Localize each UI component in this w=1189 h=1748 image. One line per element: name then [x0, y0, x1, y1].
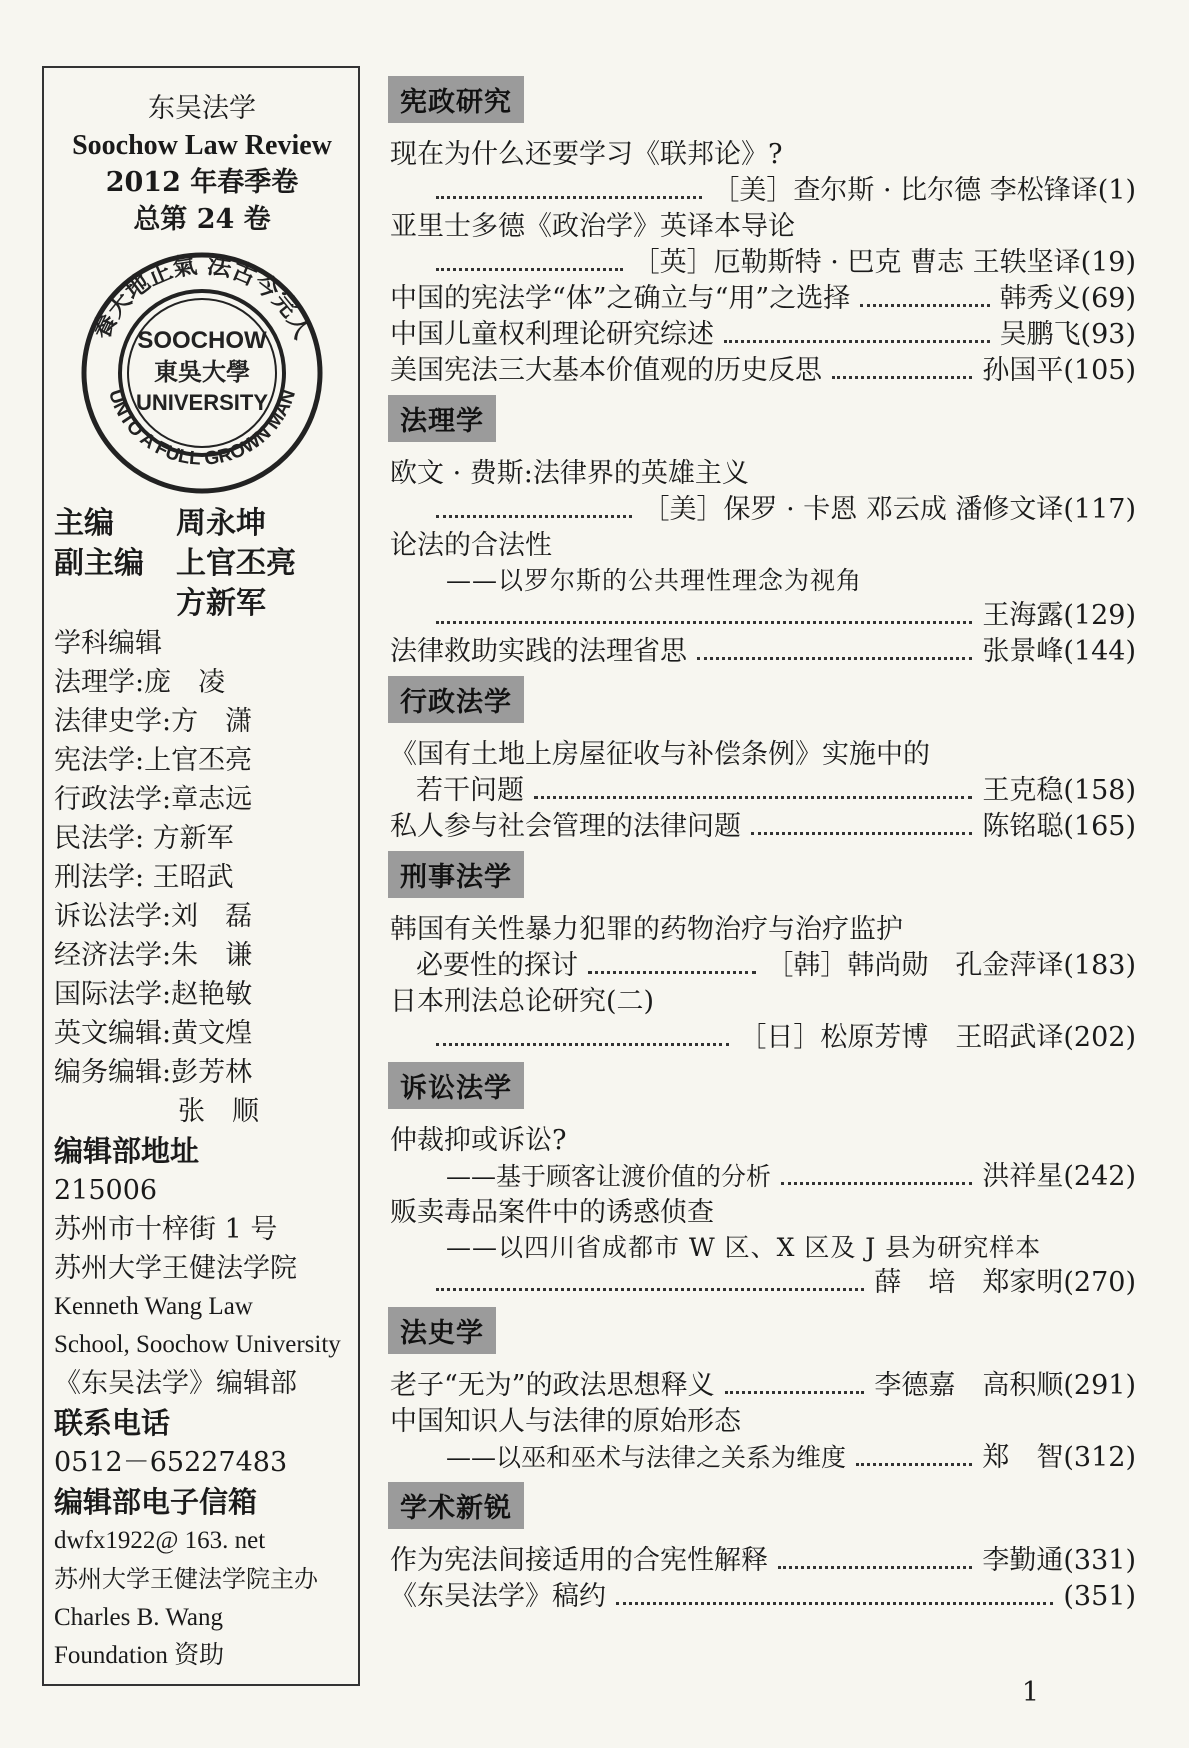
subject-editor: 法律史学:方 潇 — [54, 706, 253, 737]
section-head-criminal: 刑事法学 — [388, 851, 524, 898]
subject-editor: 行政法学:章志远 — [54, 784, 253, 815]
table-of-contents — [376, 70, 1136, 1615]
masthead-box — [42, 66, 360, 1686]
phone-label: 联系电话 — [54, 1406, 171, 1440]
chief-editor-role: 主编 — [54, 506, 114, 541]
toc-entry-line — [376, 173, 1136, 209]
toc-entry-author: 王克稳(158) — [982, 775, 1136, 806]
foundation-line-2: Foundation 资助 — [54, 1642, 225, 1669]
subject-editor: 民法学: 方新军 — [54, 823, 234, 854]
toc-entry-subtitle: ——基于顾客让渡价值的分析 — [446, 1162, 772, 1191]
sponsor-line: 苏州大学王健法学院主办 — [54, 1565, 318, 1593]
postal-code: 215006 — [54, 1175, 158, 1206]
toc-entry-author: 吴鹏飞(93) — [999, 319, 1136, 350]
editorial-dept: 《东吴法学》编辑部 — [54, 1368, 297, 1399]
section-head-administrative: 行政法学 — [388, 676, 524, 723]
phone-number: 0512－65227483 — [54, 1447, 288, 1478]
toc-entry-line — [376, 1020, 1136, 1056]
toc-entry-author: 韩秀义(69) — [999, 283, 1136, 314]
toc-entry-title: 欧文 · 费斯:法律界的英雄主义 — [390, 458, 749, 489]
toc-entry-author: 张景峰(144) — [982, 636, 1136, 667]
toc-entry-title: 仲裁抑或诉讼? — [390, 1125, 567, 1156]
deputy-editor-name-2: 方新军 — [176, 586, 266, 621]
toc-entry-line — [376, 317, 1136, 353]
toc-entry-author: (351) — [1063, 1581, 1136, 1612]
toc-entry-line — [376, 281, 1136, 317]
seal-center-cn: 東吳大學 — [154, 357, 250, 386]
toc-entry-title: 法律救助实践的法理省思 — [390, 636, 687, 667]
subject-editor: 宪法学:上官丕亮 — [54, 745, 253, 776]
toc-entry-subtitle: ——以巫和巫术与法律之关系为维度 — [446, 1443, 847, 1472]
toc-entry-line — [376, 1265, 1136, 1301]
toc-entry-title: 中国的宪法学“体”之确立与“用”之选择 — [390, 283, 851, 314]
toc-entry-title: 现在为什么还要学习《联邦论》? — [390, 139, 783, 170]
school-name: 苏州大学王健法学院 — [54, 1253, 297, 1284]
chief-editor-name: 周永坤 — [176, 506, 266, 541]
toc-entry-title: 中国儿童权利理论研究综述 — [390, 319, 714, 350]
school-name-en-2: School, Soochow University — [54, 1331, 341, 1358]
toc-entry-line — [376, 634, 1136, 670]
toc-entry-author: ［美］保罗 · 卡恩 邓云成 潘修文译(117) — [642, 494, 1136, 525]
subject-editor: 法理学:庞 凌 — [54, 667, 226, 698]
toc-entry-line — [376, 948, 1136, 984]
subject-editor: 国际法学:赵艳敏 — [54, 979, 253, 1010]
toc-entry-title-cont: 必要性的探讨 — [416, 950, 578, 981]
toc-entry-title: 作为宪法间接适用的合宪性解释 — [390, 1545, 768, 1576]
section-head-legal-history: 法史学 — [388, 1307, 496, 1354]
toc-entry-title: 亚里士多德《政治学》英译本导论 — [390, 211, 795, 242]
toc-entry-author: ［英］厄勒斯特 · 巴克 曹志 王轶坚译(19) — [632, 247, 1136, 278]
toc-entry-line — [376, 492, 1136, 528]
toc-entry-line — [376, 1368, 1136, 1404]
subject-editor: 刑法学: 王昭武 — [54, 862, 234, 893]
toc-entry-line — [376, 773, 1136, 809]
street-address: 苏州市十梓街 1 号 — [54, 1214, 278, 1245]
toc-entry-author: 李勤通(331) — [982, 1545, 1136, 1576]
chief-editor-row — [54, 504, 350, 544]
masthead-header — [54, 90, 350, 238]
address-label: 编辑部地址 — [54, 1134, 200, 1168]
deputy-editor-role: 副主编 — [54, 546, 144, 581]
volume-year: 2012 年春季卷 — [105, 167, 299, 198]
toc-entry-author: 郑 智(312) — [982, 1442, 1136, 1473]
toc-entry-title-cont: 若干问题 — [416, 775, 524, 806]
toc-entry-author: ［日］松原芳博 王昭武译(202) — [739, 1022, 1136, 1053]
toc-entry-author: ［美］查尔斯 · 比尔德 李松锋译(1) — [712, 175, 1136, 206]
toc-entry-line — [376, 1543, 1136, 1579]
toc-entry-line — [376, 1159, 1136, 1195]
toc-entry-line — [376, 245, 1136, 281]
subject-editor: 编务编辑:彭芳林 — [54, 1057, 253, 1088]
toc-entry-author: 王海露(129) — [982, 600, 1136, 631]
foundation-line-1: Charles B. Wang — [54, 1604, 224, 1631]
toc-entry-title: 日本刑法总论研究(二) — [390, 986, 655, 1017]
seal-center-en-2: UNIVERSITY — [135, 390, 269, 415]
section-head-constitutional: 宪政研究 — [388, 76, 524, 123]
toc-entry-title: 老子“无为”的政法思想释义 — [390, 1370, 715, 1401]
section-head-procedural: 诉讼法学 — [388, 1062, 524, 1109]
toc-entry-line — [376, 1440, 1136, 1476]
deputy-editor-name-1: 上官丕亮 — [176, 546, 296, 581]
toc-entry-title: 韩国有关性暴力犯罪的药物治疗与治疗监护 — [390, 914, 903, 945]
toc-entry-author: 洪祥星(242) — [982, 1161, 1136, 1192]
email-address: dwfx1922@ 163. net — [54, 1527, 266, 1554]
toc-entry-line — [376, 809, 1136, 845]
toc-entry-line — [376, 353, 1136, 389]
toc-entry-line — [376, 598, 1136, 634]
toc-entry-author: 孙国平(105) — [982, 355, 1136, 386]
toc-entry-title: 论法的合法性 — [390, 530, 552, 561]
extra-editor: 张 顺 — [178, 1096, 259, 1127]
toc-entry-author: 陈铭聪(165) — [982, 811, 1136, 842]
toc-entry-subtitle: ——以四川省成都市 W 区、X 区及 J 县为研究样本 — [446, 1233, 1042, 1262]
university-seal-icon — [72, 248, 332, 498]
section-head-jurisprudence: 法理学 — [388, 395, 496, 442]
toc-entry-title: 中国知识人与法律的原始形态 — [390, 1406, 741, 1437]
school-name-en-1: Kenneth Wang Law — [54, 1293, 253, 1320]
deputy-editor-row-2 — [54, 584, 350, 624]
seal-ring-text: UNTO A FULL GROWN MAN — [103, 387, 301, 470]
subject-editors-label: 学科编辑 — [54, 628, 162, 659]
seal-center-en-1: SOOCHOW — [137, 327, 267, 354]
journal-name-cn: 东吴法学 — [148, 93, 256, 124]
toc-entry-title: 《国有土地上房屋征收与补偿条例》实施中的 — [390, 739, 930, 770]
toc-entry-title: 《东吴法学》稿约 — [390, 1581, 606, 1612]
subject-editor: 诉讼法学:刘 磊 — [54, 901, 253, 932]
toc-entry-author: 李德嘉 高积顺(291) — [874, 1370, 1136, 1401]
toc-entry-author: ［韩］韩尚勋 孔金萍译(183) — [766, 950, 1136, 981]
volume-total: 总第 24 卷 — [133, 204, 271, 235]
toc-entry-title: 美国宪法三大基本价值观的历史反思 — [390, 355, 822, 386]
toc-entry-subtitle: ——以罗尔斯的公共理性理念为视角 — [446, 566, 863, 595]
page-number: 1 — [1021, 1677, 1039, 1708]
journal-name-en: Soochow Law Review — [72, 130, 332, 161]
toc-entry-line — [376, 1579, 1136, 1615]
subject-editor: 英文编辑:黄文煌 — [54, 1018, 253, 1049]
toc-entry-title: 贩卖毒品案件中的诱惑侦查 — [390, 1197, 714, 1228]
toc-entry-title: 私人参与社会管理的法律问题 — [390, 811, 741, 842]
seal-top-text: 養天地正氣 法古今完人 — [85, 249, 319, 344]
section-head-new-scholars: 学术新锐 — [388, 1482, 524, 1529]
subject-editor: 经济法学:朱 谦 — [54, 940, 253, 971]
toc-entry-author: 薛 培 郑家明(270) — [874, 1267, 1136, 1298]
email-label: 编辑部电子信箱 — [54, 1485, 258, 1519]
deputy-editor-row — [54, 544, 350, 584]
